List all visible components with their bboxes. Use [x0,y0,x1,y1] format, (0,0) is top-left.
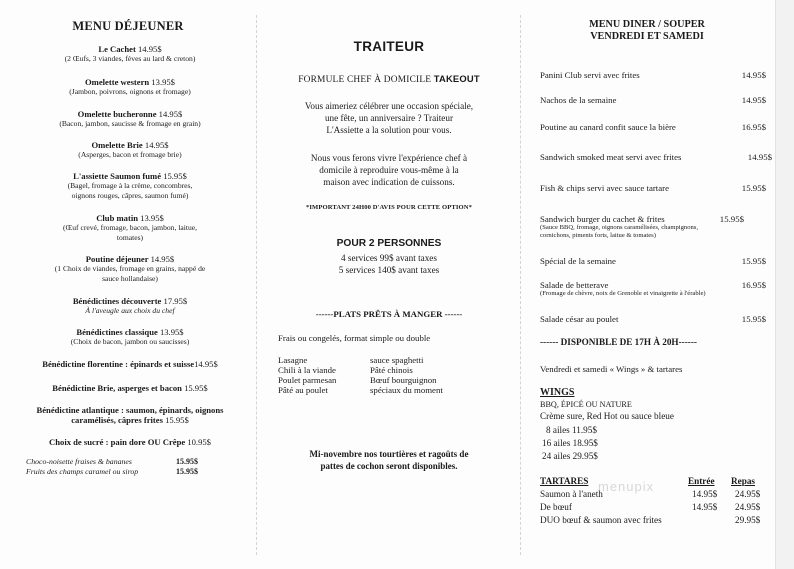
item-name: Club matin [96,213,138,223]
crepe-price: 15.95$ [176,457,198,466]
meal-item: Lasagne [278,355,308,365]
item-name: Salade césar au poulet [540,314,619,324]
item-price: 15.95$ [741,256,766,266]
formula-prefix: FORMULE CHEF À DOMICILE [298,75,432,85]
column-divider [520,15,521,555]
tartare-repas-price: 24.95$ [735,502,761,512]
menu-item [8,383,252,393]
intro-line: Vous aimeriez célébrer une occasion spéciale, [304,101,474,111]
menu-item [540,70,766,80]
menu-item [540,183,766,193]
service-option: 5 services 140$ avant taxes [338,265,440,276]
column-divider [256,15,257,555]
item-name: Bénédictine Brie, asperges et bacon [52,383,182,393]
meal-item: Chili à la viande [278,365,336,375]
item-description: À l'aveugle aux choix du chef [85,306,175,315]
menu-item [8,109,252,129]
item-description: (Sauce BBQ, fromage, oignons caramélisées, champignons, [540,224,699,232]
item-name: Poutine déjeuner [85,254,149,264]
ready-meals-title: ------PLATS PRÊTS À MANGER ------ [315,309,463,319]
tartare-row [540,502,766,512]
menu-item [540,95,766,105]
item-description: tomates) [116,232,144,242]
item-price: 15.95$ [163,171,187,181]
meal-item: Pâté au poulet [278,385,328,395]
item-price: 15.95$ [719,214,744,224]
item-name: Nachos de la semaine [540,95,617,105]
item-name: Omelette western [85,77,150,87]
crepe-label: Fruits des champs caramel ou sirop [26,467,139,476]
important-notice: *IMPORTANT 24H00 D'AVIS POUR CETTE OPTION* [305,204,473,211]
item-name: Spécial de la semaine [540,256,616,266]
item-price: 10.95$ [187,437,211,447]
menu-item [540,256,766,266]
item-price: 16.95$ [741,280,766,290]
item-price: 14.95$ [158,109,183,119]
catering-column [258,0,520,569]
title-line: MENU DINER / SOUPER [589,19,705,30]
breakfast-menu-column [0,0,256,569]
item-name: Bénédictines classique [76,327,158,337]
item-name: Le Cachet [98,44,136,54]
intro-line: une fête, un anniversaire ? Traiteur [324,113,454,124]
tartare-repas-price: 24.95$ [735,489,761,499]
wings-note: Vendredi et samedi « Wings » & tartares [540,364,683,374]
formula-line [268,73,510,86]
item-name: L'assiette Saumon fumé [73,171,162,181]
menu-item [8,77,252,97]
meal-item: Bœuf bourguignon [370,375,437,385]
menu-item [540,314,766,324]
page-edge [775,0,794,569]
repas-column-label: Repas [731,476,755,486]
meal-item: Pâté chinois [370,365,413,375]
item-price: 15.95$ [184,383,208,393]
entree-column-label: Entrée [688,476,715,486]
item-price: 13.95$ [159,327,184,337]
service-option: 4 services 99$ avant taxes [341,253,437,263]
intro-line: Nous vous ferons vivre l'expérience chef à [310,153,468,163]
menu-item [8,213,252,242]
item-description: (Asperges, bacon et fromage brie) [78,150,182,159]
wings-price: 8 ailes 11.95$ [546,425,597,435]
catering-title: TRAITEUR [353,39,425,54]
item-description: (2 Œufs, 3 viandes, fèves au lard & creton) [64,54,196,63]
item-name: Bénédictine florentine : épinards et suisse [42,359,195,369]
tartares-title: TARTARES [540,476,589,486]
item-price: 17.95$ [163,296,188,306]
menu-item [8,359,252,369]
menu-item [8,140,252,160]
intro-line: L'Assiette a la solution pour vous. [326,125,452,136]
crepe-price: 15.95$ [176,467,198,476]
item-price: 13.95$ [151,77,175,87]
tartare-name: DUO bœuf & saumon avec frites [540,515,662,525]
title-line: VENDREDI ET SAMEDI [590,30,704,42]
formula-takeout: TAKEOUT [433,73,480,84]
item-name: Fish & chips servi avec sauce tartare [540,183,669,193]
item-description: (Jambon, poivrons, oignons et fromage) [69,87,191,96]
item-price: 14.95$ [137,44,162,54]
meal-item: sauce spaghetti [370,355,424,365]
note-line: pattes de cochon seront disponibles. [320,461,458,471]
ready-meals-description: Frais ou congelés, format simple ou double [278,333,431,343]
note-line: Mi-novembre nos tourtières et ragoûts de [309,449,469,459]
item-name: Sandwich burger du cachet & frites [540,214,665,224]
tartare-name: De bœuf [540,502,572,512]
menu-item [8,437,252,447]
two-people-title: POUR 2 PERSONNES [336,238,442,249]
item-price: 14.95$ [741,70,766,80]
item-price: 14.95$ [747,152,772,162]
menu-item [540,280,766,298]
item-price: 13.95$ [140,213,164,223]
item-price: 14.95$ [150,254,175,264]
tartare-repas-price: 29.95$ [735,515,761,525]
tartare-entree-price: 14.95$ [692,502,718,512]
item-name: Choix de sucré : pain dore OU Crêpe [49,437,186,447]
availability-banner: ------ DISPONIBLE DE 17H À 20H------ [540,337,697,347]
item-price: 14.95$ [144,140,169,150]
dinner-menu-title [522,19,772,42]
catering-intro-2 [268,152,510,189]
menu-item [8,327,252,347]
watermark: menupix [598,479,655,494]
item-description: (Bagel, fromage à la crème, concombres, [67,181,193,190]
ready-meals-list-left [278,355,336,395]
item-description: (Fromage de chèvre, noix de Grenoble et vinaigrette à l'érable) [540,290,706,298]
menu-item [8,254,252,283]
wings-sauces: Crème sure, Red Hot ou sauce bleue [540,411,674,421]
crepe-option [26,467,206,477]
item-description: (Bacon, jambon, saucisse & fromage en grain) [59,119,201,128]
catering-intro [268,100,510,137]
item-price: 14.95$ [194,359,218,369]
wings-title: WINGS [540,387,575,398]
wings-flavours: BBQ, ÉPICÉ OU NATURE [540,400,632,409]
tartare-entree-price: 14.95$ [692,489,718,499]
services-list [268,252,510,276]
item-description: oignons rouges, câpres, saumon fumé) [71,190,189,200]
item-price: 15.95$ [741,183,766,193]
intro-line: maison avec indication de cuissons. [323,177,455,188]
item-price: 16.95$ [741,122,766,132]
intro-line: domicile à reproduire vous-même à la [319,165,459,176]
item-name: Omelette Brie [91,140,143,150]
seasonal-note [268,448,510,472]
tartare-row [540,515,766,525]
crepe-label: Choco-noisette fraises & bananes [26,457,132,466]
menu-item [540,122,766,132]
item-description: sauce hollandaise) [102,273,158,283]
menu-item [8,171,252,200]
item-name: Salade de betterave [540,280,609,290]
item-price: 15.95$ [165,415,189,425]
item-name: Poutine au canard confit sauce la bière [540,122,676,132]
item-description: cornichons, piments forts, laitue & tomates) [540,232,656,239]
meal-item: spéciaux du moment [370,385,443,395]
menu-item [8,405,252,425]
wings-price: 24 ailes 29.95$ [542,451,598,461]
menu-item [8,44,252,64]
item-price: 15.95$ [741,314,766,324]
item-name: Bénédictines découverte [72,296,162,306]
wings-price: 16 ailes 18.95$ [542,438,598,448]
crepe-option [26,457,206,467]
menu-item [8,296,252,316]
item-description: (Œuf crevé, fromage, bacon, jambon, laitue, [62,223,198,232]
tartare-name: Saumon à l'aneth [540,489,603,499]
item-description: (1 Choix de viandes, fromage en grains, nappé de [54,264,206,273]
menu-item [540,214,766,240]
item-price: 14.95$ [741,95,766,105]
item-name: caramélisés, câpres frites [71,415,163,425]
item-name: Sandwich smoked meat servi avec frites [540,152,682,162]
breakfast-menu-title: MENU DÉJEUNER [72,19,184,33]
ready-meals-list-right [370,355,443,395]
menu-item [540,152,772,162]
item-description: (Choix de bacon, jambon ou saucisses) [70,337,190,346]
meal-item: Poulet parmesan [278,375,337,385]
item-name: Omelette bucheronne [77,109,157,119]
item-name: Bénédictine atlantique : saumon, épinards, oignons [36,405,224,415]
item-name: Panini Club servi avec frites [540,70,640,80]
